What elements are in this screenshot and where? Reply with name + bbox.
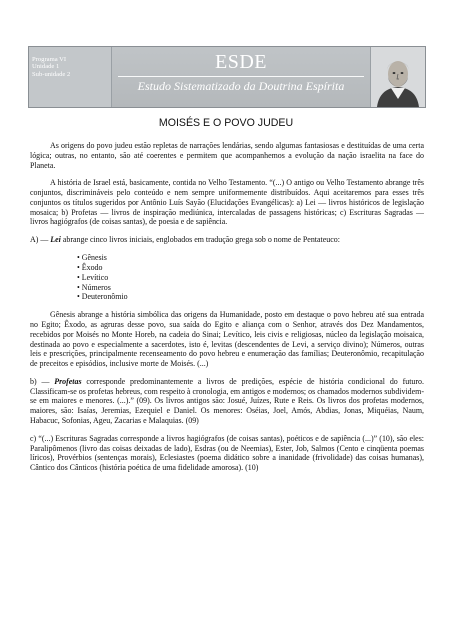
term-lei: Lei: [50, 235, 61, 245]
list-item: • Números: [77, 283, 424, 293]
paragraph-intro: As origens do povo judeu estão repletas de narrações lendárias, sendo algumas fantasiosas e destituídas de uma certa lógica; outras, no entanto, são até coerentes e permitem que acompanhemos a evolução da nação israelita na face do Planeta.: [30, 141, 424, 170]
paragraph-genesis: Gênesis abrange a história simbólica das origens da Humanidade, posto em destaque o povo hebreu até sua entrada no Egito; Êxodo, as agruras desse povo, sua saída do Egito e aliança com o Senhor, através dos Dez Mandamentos, recebidos por Moisés no Monte Horeb, na cadeia do Sinai; Levítico, leis civis e religiosas, núcleo da legislação moisaica, destinada ao povo e especialmente a sacerdotes, isto é, levitas (descendentes de Levi, a serviço divino); Números, outras leis e prescrições, principalmente recenseamento do povo hebreu e enumeração das famílias; Deuteronômio, recapitulação de preceitos e episódios, inclusive morte de Moisés. (...): [30, 310, 424, 368]
paragraph-lei-text: abrange cinco livros iniciais, englobados em tradução grega sob o nome de Pentateuco:: [60, 235, 340, 245]
header-divider: [118, 76, 364, 77]
list-item: • Êxodo: [77, 263, 424, 273]
brand-title: ESDE: [215, 51, 267, 73]
portrait-icon: [370, 47, 425, 107]
paragraph-escrituras: c) “(...) Escrituras Sagradas corresponde a livros hagiógrafos (de coisas santas), poéticos e de sapiência (...)” (10), são eles: Paralipômenos (livro das coisas deixadas de lado), Esdras (ou de Neemias), Ester, Job, Salmos (Cento e cinqüenta poemas líricos), Provérbios (sentenças morais), Eclesiastes (poema didático sobre a inanidade (frivolidade) das coisas humanas), Cântico dos Cânticos (história poética de uma fidelidade amorosa). (10): [30, 433, 424, 473]
term-profetas: Profetas: [54, 376, 82, 386]
list-item: • Deuteronômio: [77, 292, 424, 302]
pentateuch-list: [30, 253, 424, 302]
paragraph-profetas-text: corresponde predominantemente a livros de predições, espécie de história condicional do futuro. Classificam-se os profetas hebreus, com respeito à cronologia, em antigos e modernos; os chamados modernos subdividem-se em maiores e menores. (...).” (09). Os livros antigos são: Josué, Juízes, Rute e Reis. Os livros dos profetas modernos, maiores, são: Isaías, Jeremias, Ezequiel e Daniel. Os menores: Oséias, Joel, Amós, Abdias, Jonas, Miquéias, Naum, Habacuc, Sofonias, Ageu, Zacarias e Malaquias. (09): [30, 376, 424, 425]
list-item: • Levítico: [77, 273, 424, 283]
paragraph-profetas: [30, 377, 424, 426]
paragraph-history: A história de Israel está, basicamente, contida no Velho Testamento. “(...) O antigo ou Velho Testamento abrange três conjuntos, discrimináveis pelo conteúdo e nem sempre uniformemente distribuídos. Aqui aceitaremos para esses três conjuntos os títulos sugeridos por Antônio Luís Sayão (Elucidações Evangélicas): a) Lei — livros históricos de legislação mosaica; b) Profetas — livros de inspiração mediúnica, intercaladas de passagens históricas; c) Escrituras Sagradas — livros hagiógrafos (de coisas santas), de poesia e de sapiência.: [30, 178, 424, 227]
program-label: Programa VI: [32, 56, 67, 63]
page-title: MOISÉS E O POVO JUDEU: [158, 117, 294, 129]
course-info: [29, 47, 112, 107]
unit-label: Unidade 1: [32, 63, 60, 71]
paragraph-lei: [30, 235, 424, 245]
brand-subtitle: Estudo Sistematizado da Doutrina Espírita: [137, 79, 345, 93]
brand-panel: [112, 47, 370, 107]
header-banner: [28, 46, 426, 108]
section-marker-a: A) —: [30, 235, 51, 245]
list-item: • Gênesis: [77, 253, 424, 263]
subunit-label: Sub-unidade 2: [32, 70, 71, 78]
section-marker-b: b) —: [30, 376, 55, 386]
document-body: [30, 141, 424, 481]
